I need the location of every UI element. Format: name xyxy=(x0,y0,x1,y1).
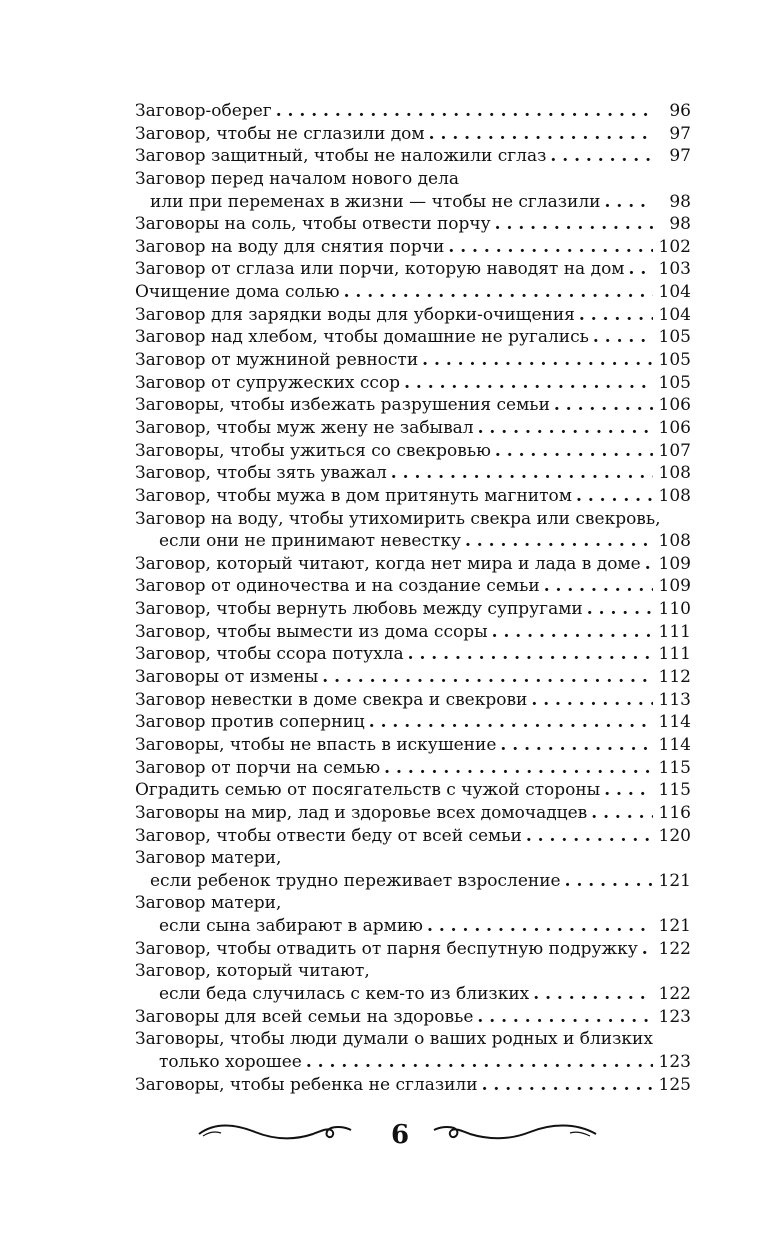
toc-entry-title: Заговоры, чтобы ужиться со свекровью xyxy=(135,440,491,461)
toc-page-number: 105 xyxy=(658,372,691,393)
toc-entry[interactable] xyxy=(135,462,691,485)
dot-leader xyxy=(579,304,653,327)
toc-entry-title: Заговор, чтобы отвести беду от всей семьи xyxy=(135,825,522,846)
toc-page-number: 96 xyxy=(669,101,691,121)
toc-entry-title: Заговор, чтобы мужа в дом притянуть магнитом xyxy=(135,485,572,506)
toc-entry-line xyxy=(135,213,691,236)
dot-leader xyxy=(384,757,653,780)
toc-entry-title: Заговор, чтобы отвадить от парня беспутную подружку xyxy=(135,938,638,959)
dot-leader xyxy=(587,598,653,621)
toc-entry-title: если они не принимают невестку xyxy=(159,531,461,552)
toc-page-number: 121 xyxy=(658,916,691,937)
toc-page-number: 125 xyxy=(658,1074,691,1095)
dot-leader xyxy=(495,440,653,463)
toc-entry-line xyxy=(135,960,691,983)
toc-page-number: 120 xyxy=(658,825,691,846)
toc-entry[interactable] xyxy=(135,779,691,802)
toc-page-number: 97 xyxy=(669,146,691,167)
toc-page-number: 109 xyxy=(658,553,691,574)
toc-entry-line xyxy=(135,462,691,485)
toc-entry-line xyxy=(135,734,691,757)
dot-leader xyxy=(369,711,653,734)
toc-entry-title: Заговор от сглаза или порчи, которую наводят на дом xyxy=(135,259,625,280)
toc-entry-title: Заговор над хлебом, чтобы домашние не ругались xyxy=(135,327,589,348)
dot-leader xyxy=(322,666,653,689)
toc-entry-title: Заговор перед началом нового дела xyxy=(135,168,460,189)
dot-leader xyxy=(465,530,653,553)
toc-entry-line xyxy=(135,666,691,689)
dot-leader xyxy=(404,372,653,395)
toc-entry-line xyxy=(135,1074,691,1097)
toc-entry[interactable] xyxy=(135,326,691,349)
toc-entry-line xyxy=(135,938,691,961)
toc-entry-line xyxy=(135,508,691,531)
dot-leader xyxy=(500,734,653,757)
toc-entry-continuation xyxy=(135,530,691,553)
toc-page-number: 123 xyxy=(658,1051,691,1072)
toc-entry-line xyxy=(135,1028,691,1051)
dot-leader xyxy=(478,417,653,440)
toc-page-number: 114 xyxy=(658,712,691,733)
dot-leader xyxy=(550,145,653,168)
toc-entry-line xyxy=(135,553,691,576)
toc-entry-title: Заговор для зарядки воды для уборки-очищения xyxy=(135,304,575,325)
toc-entry-title: Заговор, чтобы вымести из дома ссоры xyxy=(135,621,488,642)
toc-entry[interactable] xyxy=(135,485,691,508)
toc-page-number: 108 xyxy=(658,463,691,484)
toc-entry-title: если сына забирают в армию xyxy=(159,916,423,937)
toc-entry[interactable] xyxy=(135,802,691,825)
toc-entry-title: Заговор, чтобы ссора потухла xyxy=(135,644,404,665)
toc-entry[interactable] xyxy=(135,734,691,757)
page-footer xyxy=(195,1118,605,1158)
dot-leader xyxy=(408,643,653,666)
dot-leader xyxy=(526,825,653,848)
toc-entry-line xyxy=(135,802,691,825)
toc-entry-title: Оградить семью от посягательств с чужой стороны xyxy=(135,780,601,801)
toc-entry-title: если ребенок трудно переживает взросление xyxy=(150,870,561,891)
page-number: 6 xyxy=(390,1120,410,1150)
toc-entry-line xyxy=(135,892,691,915)
toc-entry-line xyxy=(135,847,691,870)
dot-leader xyxy=(591,802,653,825)
toc-entry-title: Заговор, чтобы вернуть любовь между супругами xyxy=(135,599,583,620)
toc-entry-title: или при переменах в жизни — чтобы не сглазили xyxy=(150,191,601,212)
toc-entry-line xyxy=(135,485,691,508)
toc-entry-line xyxy=(135,575,691,598)
dot-leader xyxy=(533,983,653,1006)
toc-entry[interactable] xyxy=(135,168,691,213)
toc-entry-line xyxy=(135,123,691,146)
toc-page-number: 105 xyxy=(658,350,691,371)
toc-entry-title: Заговоры, чтобы люди думали о ваших родных и близких xyxy=(135,1029,653,1050)
toc-page-number: 102 xyxy=(658,236,691,257)
toc-entry[interactable] xyxy=(135,213,691,236)
toc-page-number: 122 xyxy=(658,983,691,1004)
toc-entry-line xyxy=(135,326,691,349)
toc-page-number: 123 xyxy=(658,1006,691,1027)
toc-entry[interactable] xyxy=(135,553,691,576)
dot-leader xyxy=(565,870,653,893)
toc-entry-title: Заговор от одиночества и на создание семьи xyxy=(135,576,540,597)
toc-entry-title: Заговоры, чтобы избежать разрушения семьи xyxy=(135,395,550,416)
toc-page-number: 122 xyxy=(658,938,691,959)
toc-page-number: 112 xyxy=(658,667,691,688)
toc-entry-title: Заговор невестки в доме свекра и свекрови xyxy=(135,689,528,710)
toc-entry-title: Заговор на воду для снятия порчи xyxy=(135,236,445,257)
toc-entry[interactable] xyxy=(135,236,691,259)
toc-entry-title: Заговоры для всей семьи на здоровье xyxy=(135,1006,474,1027)
toc-entry-line xyxy=(135,643,691,666)
toc-page-number: 111 xyxy=(658,621,691,642)
toc-page-number: 98 xyxy=(669,191,691,212)
dot-leader xyxy=(604,779,653,802)
dot-leader xyxy=(306,1051,653,1074)
toc-entry-continuation xyxy=(135,191,691,214)
toc-page-number: 114 xyxy=(658,734,691,755)
toc-page-number: 104 xyxy=(658,304,691,325)
toc-entry-title: Заговор от мужниной ревности xyxy=(135,350,419,371)
toc-entry-title: Заговоры на мир, лад и здоровье всех домочадцев xyxy=(135,802,588,823)
toc-entry-title: Заговор матери, xyxy=(135,893,282,914)
toc-entry-title: Заговор от порчи на семью xyxy=(135,757,381,778)
toc-entry[interactable] xyxy=(135,1028,691,1073)
toc-entry-title: Заговор, который читают, xyxy=(135,961,370,982)
toc-entry-line xyxy=(135,372,691,395)
toc-entry-line xyxy=(135,394,691,417)
toc-entry[interactable] xyxy=(135,508,691,553)
dot-leader xyxy=(495,213,653,236)
toc-entry[interactable] xyxy=(135,372,691,395)
dot-leader xyxy=(605,191,653,214)
dot-leader xyxy=(429,123,653,146)
toc-entry-line xyxy=(135,689,691,712)
dot-leader xyxy=(576,485,653,508)
toc-page-number: 113 xyxy=(658,689,691,710)
toc-entry-title: Заговор-оберег xyxy=(135,101,272,121)
toc-entry-title: Заговор, чтобы муж жену не забывал xyxy=(135,417,474,438)
toc-entry-title: Очищение дома солью xyxy=(135,282,340,303)
toc-page-number: 110 xyxy=(658,599,691,620)
toc-entry[interactable] xyxy=(135,938,691,961)
dot-leader xyxy=(629,258,653,281)
toc-page-number: 115 xyxy=(658,780,691,801)
toc-entry-line xyxy=(135,711,691,734)
toc-entry-title: Заговоры, чтобы не впасть в искушение xyxy=(135,734,497,755)
dot-leader xyxy=(391,462,653,485)
toc-entry-line xyxy=(135,281,691,304)
toc-entry[interactable] xyxy=(135,100,691,123)
table-of-contents xyxy=(135,100,691,1096)
toc-page-number: 115 xyxy=(658,757,691,778)
dot-leader xyxy=(482,1074,653,1097)
toc-entry[interactable] xyxy=(135,643,691,666)
toc-entry-title: Заговор, чтобы не сглазили дом xyxy=(135,123,425,144)
dot-leader xyxy=(477,1006,653,1029)
dot-leader xyxy=(492,621,653,644)
toc-page-number: 106 xyxy=(658,417,691,438)
toc-entry[interactable] xyxy=(135,757,691,780)
toc-entry[interactable] xyxy=(135,123,691,146)
toc-entry-continuation xyxy=(135,870,691,893)
dot-leader xyxy=(554,394,653,417)
toc-entry-title: Заговор от супружеских ссор xyxy=(135,372,401,393)
toc-page-number: 116 xyxy=(658,802,691,823)
toc-page-number: 98 xyxy=(669,214,691,235)
dot-leader xyxy=(344,281,653,304)
toc-entry-continuation xyxy=(135,1051,691,1074)
toc-entry[interactable] xyxy=(135,621,691,644)
toc-entry[interactable] xyxy=(135,598,691,621)
dot-leader xyxy=(531,689,653,712)
toc-entry-line xyxy=(135,258,691,281)
dot-leader xyxy=(642,938,653,961)
toc-entry[interactable] xyxy=(135,281,691,304)
toc-entry-line xyxy=(135,598,691,621)
toc-entry-title: если беда случилась с кем-то из близких xyxy=(159,983,530,1004)
toc-entry-title: Заговор на воду, чтобы утихомирить свекра или свекровь, xyxy=(135,508,661,529)
toc-page-number: 111 xyxy=(658,644,691,665)
toc-entry[interactable] xyxy=(135,1074,691,1097)
toc-entry-title: Заговор, который читают, когда нет мира и лада в доме xyxy=(135,553,641,574)
toc-entry-line xyxy=(135,440,691,463)
toc-entry[interactable] xyxy=(135,689,691,712)
toc-entry-continuation xyxy=(135,915,691,938)
toc-page-number: 105 xyxy=(658,327,691,348)
toc-page-number: 121 xyxy=(658,870,691,891)
toc-entry[interactable] xyxy=(135,440,691,463)
dot-leader xyxy=(645,553,653,576)
toc-entry-title: Заговоры от измены xyxy=(135,667,319,688)
toc-page-number: 97 xyxy=(669,123,691,144)
toc-entry[interactable] xyxy=(135,145,691,168)
toc-entry-title: Заговор матери, xyxy=(135,848,282,869)
toc-entry[interactable] xyxy=(135,825,691,848)
toc-entry[interactable] xyxy=(135,258,691,281)
dot-leader xyxy=(448,236,653,259)
toc-entry-line xyxy=(135,236,691,259)
toc-page-number: 106 xyxy=(658,395,691,416)
toc-entry[interactable] xyxy=(135,711,691,734)
toc-entry-line xyxy=(135,145,691,168)
toc-entry-line xyxy=(135,779,691,802)
toc-entry-title: Заговор, чтобы зять уважал xyxy=(135,463,387,484)
toc-entry[interactable] xyxy=(135,892,691,937)
dot-leader xyxy=(422,349,653,372)
dot-leader xyxy=(593,326,653,349)
toc-entry[interactable] xyxy=(135,394,691,417)
toc-page-number: 108 xyxy=(658,531,691,552)
toc-page-number: 104 xyxy=(658,282,691,303)
toc-page-number: 109 xyxy=(658,576,691,597)
toc-entry-title: Заговоры на соль, чтобы отвести порчу xyxy=(135,214,491,235)
toc-entry-line xyxy=(135,825,691,848)
toc-page-number: 103 xyxy=(658,259,691,280)
toc-entry[interactable] xyxy=(135,575,691,598)
toc-entry-line xyxy=(135,757,691,780)
dot-leader xyxy=(427,915,653,938)
toc-entry-line xyxy=(135,1006,691,1029)
toc-entry[interactable] xyxy=(135,304,691,327)
toc-entry[interactable] xyxy=(135,1006,691,1029)
toc-entry[interactable] xyxy=(135,417,691,440)
toc-entry-line xyxy=(135,417,691,440)
toc-page-number: 107 xyxy=(658,440,691,461)
toc-entry[interactable] xyxy=(135,349,691,372)
dot-leader xyxy=(276,100,653,123)
toc-entry-title: Заговор защитный, чтобы не наложили сглаз xyxy=(135,146,547,167)
toc-entry-line xyxy=(135,304,691,327)
toc-entry-line xyxy=(135,168,691,191)
toc-entry-line xyxy=(135,100,691,123)
toc-entry-continuation xyxy=(135,983,691,1006)
toc-entry-line xyxy=(135,621,691,644)
right-ornament-icon xyxy=(430,1118,600,1148)
toc-entry-title: Заговор против соперниц xyxy=(135,712,365,733)
toc-entry[interactable] xyxy=(135,847,691,892)
toc-entry-title: только хорошее xyxy=(159,1051,302,1072)
toc-entry[interactable] xyxy=(135,666,691,689)
toc-entry-line xyxy=(135,349,691,372)
toc-entry[interactable] xyxy=(135,960,691,1005)
toc-entry-title: Заговоры, чтобы ребенка не сглазили xyxy=(135,1074,478,1095)
dot-leader xyxy=(544,575,653,598)
toc-page-number: 108 xyxy=(658,485,691,506)
